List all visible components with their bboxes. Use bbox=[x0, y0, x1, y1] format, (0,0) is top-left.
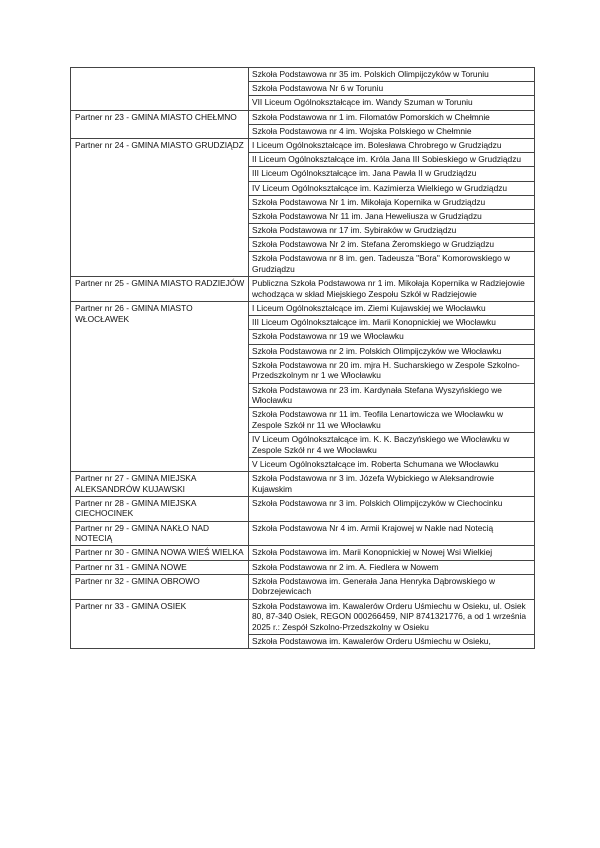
table-row bbox=[71, 599, 535, 634]
table-row bbox=[71, 472, 535, 497]
school-cell: Szkoła Podstawowa nr 19 we Włocławku bbox=[249, 330, 535, 344]
table-row bbox=[71, 560, 535, 574]
partner-cell bbox=[71, 68, 249, 111]
partner-schools-table bbox=[70, 67, 535, 649]
school-cell: Szkoła Podstawowa Nr 4 im. Armii Krajowej w Nakle nad Notecią bbox=[249, 521, 535, 546]
table-row bbox=[71, 496, 535, 521]
partner-cell: Partner nr 24 - GMINA MIASTO GRUDZIĄDZ bbox=[71, 138, 249, 276]
partner-cell: Partner nr 27 - GMINA MIEJSKA ALEKSANDRÓW KUJAWSKI bbox=[71, 472, 249, 497]
table-row bbox=[71, 574, 535, 599]
school-cell: Szkoła Podstawowa nr 11 im. Teofila Lenartowicza we Włocławku w Zespole Szkół nr 11 we Włocławku bbox=[249, 408, 535, 433]
school-cell: III Liceum Ogólnokształcące im. Jana Pawła II w Grudziądzu bbox=[249, 167, 535, 181]
school-cell: Szkoła Podstawowa Nr 1 im. Mikołaja Kopernika w Grudziądzu bbox=[249, 195, 535, 209]
school-cell: Szkoła Podstawowa Nr 2 im. Stefana Żeromskiego w Grudziądzu bbox=[249, 238, 535, 252]
school-cell: Szkoła Podstawowa im. Marii Konopnickiej w Nowej Wsi Wielkiej bbox=[249, 546, 535, 560]
school-cell: Szkoła Podstawowa Nr 6 w Toruniu bbox=[249, 82, 535, 96]
school-cell: VII Liceum Ogólnokształcące im. Wandy Szuman w Toruniu bbox=[249, 96, 535, 110]
school-cell: Szkoła Podstawowa nr 8 im. gen. Tadeusza "Bora" Komorowskiego w Grudziądzu bbox=[249, 252, 535, 277]
table-row bbox=[71, 110, 535, 124]
table-row bbox=[71, 546, 535, 560]
school-cell: II Liceum Ogólnokształcące im. Króla Jana III Sobieskiego w Grudziądzu bbox=[249, 153, 535, 167]
table-row bbox=[71, 521, 535, 546]
school-cell: Szkoła Podstawowa nr 35 im. Polskich Olimpijczyków w Toruniu bbox=[249, 68, 535, 82]
school-cell: III Liceum Ogólnokształcące im. Marii Konopnickiej we Włocławku bbox=[249, 316, 535, 330]
partner-cell: Partner nr 26 - GMINA MIASTO WŁOCŁAWEK bbox=[71, 302, 249, 472]
table-row bbox=[71, 68, 535, 82]
table-row bbox=[71, 138, 535, 152]
school-cell: Szkoła Podstawowa nr 1 im. Filomatów Pomorskich w Chełmnie bbox=[249, 110, 535, 124]
school-cell: Szkoła Podstawowa nr 3 im. Polskich Olimpijczyków w Ciechocinku bbox=[249, 496, 535, 521]
table-body bbox=[71, 68, 535, 649]
school-cell: Szkoła Podstawowa im. Kawalerów Orderu Uśmiechu w Osieku, ul. Osiek 80, 87-340 Osiek, REGON 000266459, NIP 8741321776, a od 1 września 2025 r.: Zespół Szkolno-Przedszkolny w Osieku bbox=[249, 599, 535, 634]
school-cell: Szkoła Podstawowa nr 2 im. Polskich Olimpijczyków we Włocławku bbox=[249, 344, 535, 358]
school-cell: Szkoła Podstawowa Nr 11 im. Jana Heweliusza w Grudziądzu bbox=[249, 209, 535, 223]
school-cell: Szkoła Podstawowa nr 17 im. Sybiraków w Grudziądzu bbox=[249, 224, 535, 238]
school-cell: Szkoła Podstawowa im. Generała Jana Henryka Dąbrowskiego w Dobrzejewicach bbox=[249, 574, 535, 599]
table-row bbox=[71, 302, 535, 316]
school-cell: V Liceum Ogólnokształcące im. Roberta Schumana we Włocławku bbox=[249, 457, 535, 471]
school-cell: Publiczna Szkoła Podstawowa nr 1 im. Mikołaja Kopernika w Radziejowie wchodząca w skład Miejskiego Zespołu Szkół w Radziejowie bbox=[249, 277, 535, 302]
partner-cell: Partner nr 31 - GMINA NOWE bbox=[71, 560, 249, 574]
partner-cell: Partner nr 30 - GMINA NOWA WIEŚ WIELKA bbox=[71, 546, 249, 560]
table-row bbox=[71, 277, 535, 302]
school-cell: Szkoła Podstawowa nr 3 im. Józefa Wybickiego w Aleksandrowie Kujawskim bbox=[249, 472, 535, 497]
school-cell: Szkoła Podstawowa nr 2 im. A. Fiedlera w Nowem bbox=[249, 560, 535, 574]
school-cell: I Liceum Ogólnokształcące im. Bolesława Chrobrego w Grudziądzu bbox=[249, 138, 535, 152]
school-cell: IV Liceum Ogólnokształcące im. Kazimierza Wielkiego w Grudziądzu bbox=[249, 181, 535, 195]
school-cell: I Liceum Ogólnokształcące im. Ziemi Kujawskiej we Włocławku bbox=[249, 302, 535, 316]
school-cell: IV Liceum Ogólnokształcące im. K. K. Baczyńskiego we Włocławku w Zespole Szkół nr 4 we Włocławku bbox=[249, 433, 535, 458]
partner-cell: Partner nr 32 - GMINA OBROWO bbox=[71, 574, 249, 599]
partner-cell: Partner nr 23 - GMINA MIASTO CHEŁMNO bbox=[71, 110, 249, 138]
partner-cell: Partner nr 28 - GMINA MIEJSKA CIECHOCINEK bbox=[71, 496, 249, 521]
school-cell: Szkoła Podstawowa nr 20 im. mjra H. Sucharskiego w Zespole Szkolno-Przedszkolnym nr 1 we Włocławku bbox=[249, 358, 535, 383]
partner-cell: Partner nr 33 - GMINA OSIEK bbox=[71, 599, 249, 649]
partner-cell: Partner nr 25 - GMINA MIASTO RADZIEJÓW bbox=[71, 277, 249, 302]
school-cell: Szkoła Podstawowa im. Kawalerów Orderu Uśmiechu w Osieku, bbox=[249, 634, 535, 648]
partner-cell: Partner nr 29 - GMINA NAKŁO NAD NOTECIĄ bbox=[71, 521, 249, 546]
school-cell: Szkoła Podstawowa nr 23 im. Kardynała Stefana Wyszyńskiego we Włocławku bbox=[249, 383, 535, 408]
school-cell: Szkoła Podstawowa nr 4 im. Wojska Polskiego w Chełmnie bbox=[249, 124, 535, 138]
